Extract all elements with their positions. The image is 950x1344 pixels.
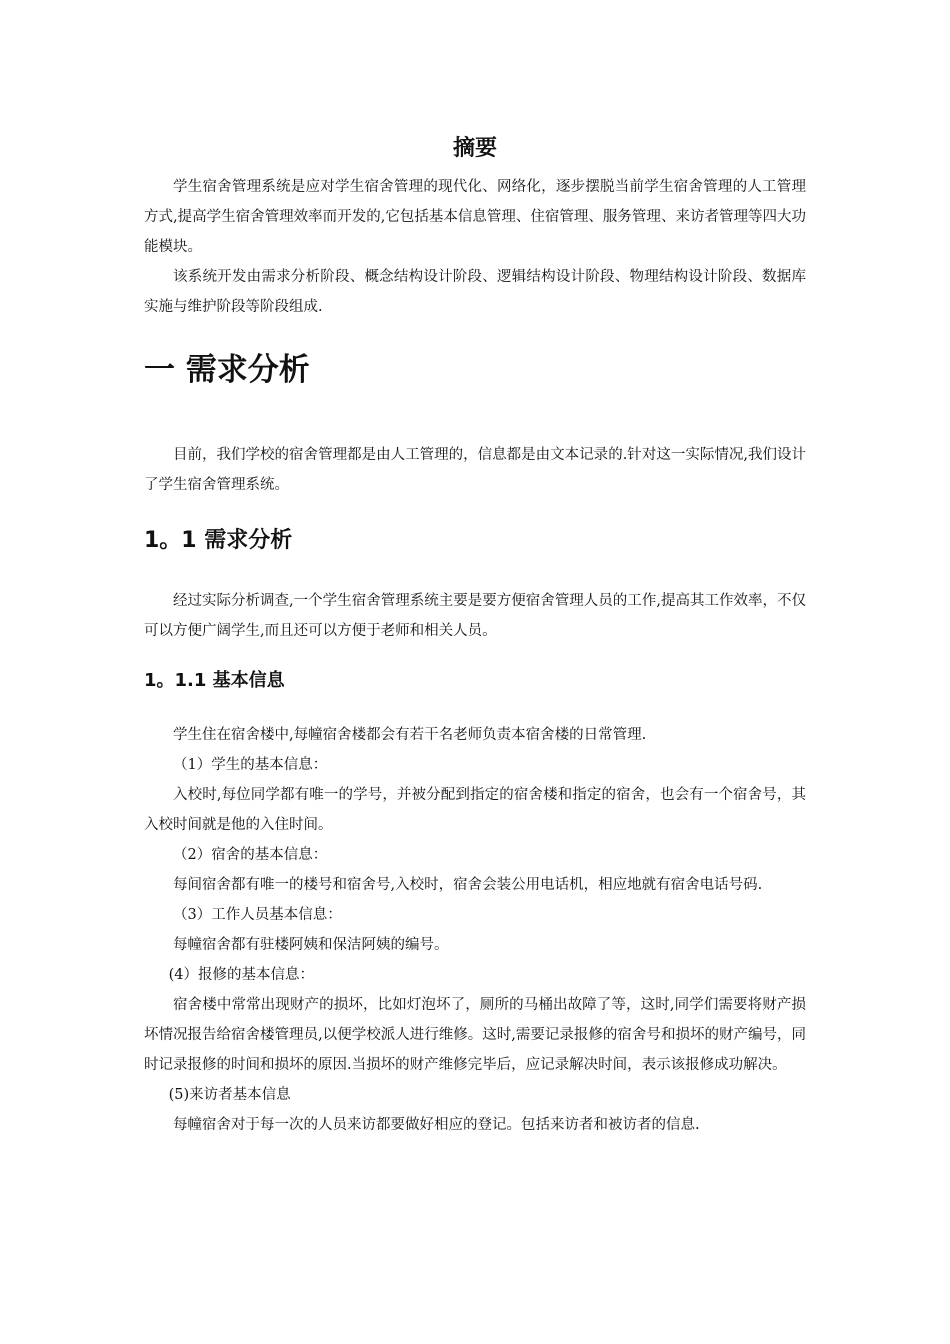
item-text: 宿舍楼中常常出现财产的损坏，比如灯泡坏了，厕所的马桶出故障了等，这时,同学们需要将财产损坏情况报告给宿舍楼管理员,以便学校派人进行维修。这时,需要记录报修的宿舍号和损坏的财产编号，同时记录报修的时间和损坏的原因.当损坏的财产维修完毕后，应记录解决时间，表示该报修成功解决。 <box>144 997 806 1073</box>
section-heading: 1。1 需求分析 <box>144 528 293 553</box>
item-label: (4）报修的基本信息： <box>168 967 315 983</box>
item-text: 入校时,每位同学都有唯一的学号，并被分配到指定的宿舍楼和指定的宿舍，也会有一个宿舍号，其入校时间就是他的入住时间。 <box>144 787 806 833</box>
abstract-title: 摘要 <box>452 136 497 161</box>
item-text: 每间宿舍都有唯一的楼号和宿舍号,入校时，宿舍会装公用电话机，相应地就有宿舍电话号码. <box>173 877 763 893</box>
item-label: （1）学生的基本信息： <box>173 757 328 773</box>
subsection-heading: 1。1.1 基本信息 <box>144 670 285 691</box>
page-content <box>144 132 806 1140</box>
item-label: （3）工作人员基本信息： <box>173 907 342 923</box>
item-label: (5)来访者基本信息 <box>168 1087 291 1103</box>
chapter-heading: 一 需求分析 <box>144 352 310 388</box>
item-text: 每幢宿舍对于每一次的人员来访都要做好相应的登记。包括来访者和被访者的信息. <box>173 1117 700 1133</box>
chapter-intro: 目前，我们学校的宿舍管理都是由人工管理的，信息都是由文本记录的.针对这一实际情况,我们设计了学生宿舍管理系统。 <box>144 447 806 493</box>
abstract-paragraph: 学生宿舍管理系统是应对学生宿舍管理的现代化、网络化，逐步摆脱当前学生宿舍管理的人工管理方式,提高学生宿舍管理效率而开发的,它包括基本信息管理、住宿管理、服务管理、来访者管理等四大功能模块。 <box>144 179 806 255</box>
abstract-paragraph: 该系统开发由需求分析阶段、概念结构设计阶段、逻辑结构设计阶段、物理结构设计阶段、数据库实施与维护阶段等阶段组成. <box>144 269 806 315</box>
item-label: （2）宿舍的基本信息： <box>173 847 328 863</box>
item-text: 每幢宿舍都有驻楼阿姨和保洁阿姨的编号。 <box>173 937 449 953</box>
subsection-intro: 学生住在宿舍楼中,每幢宿舍楼都会有若干名老师负责本宿舍楼的日常管理. <box>173 727 647 743</box>
section-body: 经过实际分析调查,一个学生宿舍管理系统主要是要方便宿舍管理人员的工作,提高其工作效率，不仅可以方便广阔学生,而且还可以方便于老师和相关人员。 <box>144 593 806 639</box>
